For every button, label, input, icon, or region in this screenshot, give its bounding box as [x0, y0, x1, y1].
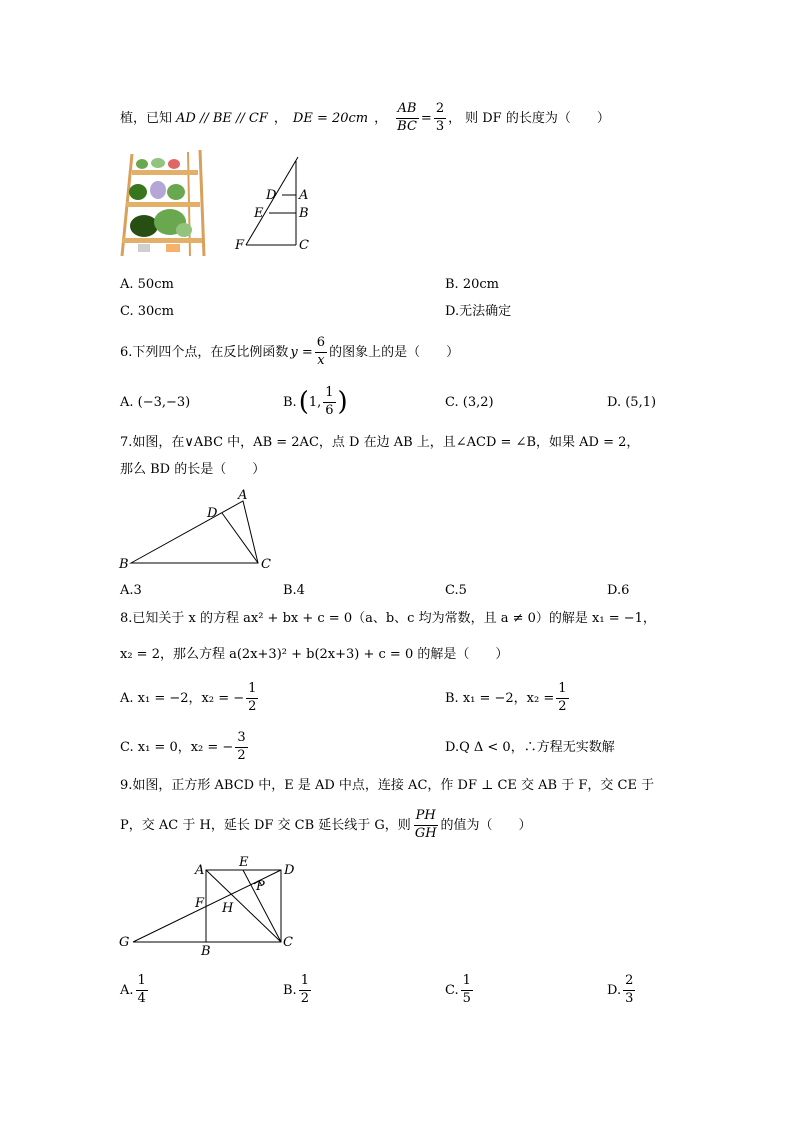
q8-option-a[interactable]: A. x₁ = −2，x₂ = − $\frac{1}{2}$ [120, 681, 257, 714]
q9-label-c: C [283, 935, 293, 950]
q6-stem-post: 的图象上的是（ ） [329, 344, 460, 360]
q5-label-a: A [299, 188, 309, 203]
q9-label-p: P [256, 879, 265, 894]
q9-label-d: D [284, 863, 295, 878]
q5-lead: 植，已知 [120, 110, 173, 126]
q9-stem-line2: P，交 AC 于 H，延长 DF 交 CB 延长线于 G，则 $\frac{PH}{GH}$ 的值为（ ） [120, 808, 532, 841]
q7-stem-line2: 那么 BD 的长是（ ） [120, 462, 266, 477]
q8-option-d[interactable]: D.Q Δ < 0，∴方程无实数解 [445, 740, 615, 755]
q8-option-c[interactable]: C. x₁ = 0，x₂ = − $\frac{3}{2}$ [120, 730, 246, 763]
q7-option-d[interactable]: D.6 [607, 583, 630, 598]
q7-label-b: B [119, 557, 129, 572]
q9-option-a[interactable]: A. $\frac{1}{4}$ [120, 973, 146, 1006]
q9-segment-ac [206, 870, 281, 942]
q6-func-frac: $\frac{6}{x}$ [316, 335, 326, 368]
q7-triangle-figure [115, 486, 285, 576]
q7-option-a[interactable]: A.3 [120, 583, 142, 598]
plant-stand-photo [118, 148, 208, 264]
q8-stem-line1: 8.已知关于 x 的方程 ax² + bx + c = 0（a、b、c 均为常数，且 a ≠ 0）的解是 x₁ = −1， [120, 611, 656, 626]
q6-option-d[interactable]: D. (5,1) [607, 395, 657, 410]
q5-label-f: F [235, 238, 245, 253]
q9-label-e: E [239, 855, 249, 870]
q7-triangle-abc [131, 501, 258, 563]
q9-option-d[interactable]: D. $\frac{2}{3}$ [607, 973, 634, 1006]
q9-option-c[interactable]: C. $\frac{1}{5}$ [445, 973, 471, 1006]
q9-label-h: H [222, 901, 234, 916]
q6-option-c[interactable]: C. (3,2) [445, 395, 494, 410]
q5-cond-parallel: AD // BE // CF [176, 110, 268, 126]
q9-square-figure [115, 852, 315, 957]
q5-ratio: $\frac{AB}{BC}$ [397, 101, 417, 134]
q8-stem-line2: x₂ = 2，那么方程 a(2x+3)² + b(2x+3) + c = 0 的解是（ ） [120, 647, 509, 662]
q7-label-c: C [261, 557, 271, 572]
q6-option-a[interactable]: A. (−3,−3) [120, 395, 191, 410]
q5-ratio-value: $\frac{2}{3}$ [435, 101, 445, 134]
q5-label-c: C [299, 238, 309, 253]
q9-label-f: F [195, 896, 205, 911]
q5-parallel-lines-figure [232, 155, 322, 260]
q7-option-c[interactable]: C.5 [445, 583, 467, 598]
q7-segment-cd [222, 513, 258, 563]
q6-func-lhs: y = [290, 344, 313, 360]
q9-label-a: A [195, 863, 205, 878]
q5-option-b[interactable]: B. 20cm [445, 277, 499, 292]
q5-label-d: D [266, 188, 277, 203]
q5-label-b: B [299, 206, 309, 221]
q5-stem: 植，已知 AD // BE // CF ， DE = 20cm ， $\frac{AB}{BC}$ = $\frac{2}{3}$ ， 则 DF 的长度为（ ） [120, 101, 610, 134]
q8-option-b[interactable]: B. x₁ = −2，x₂ = $\frac{1}{2}$ [445, 681, 567, 714]
q9-ratio: $\frac{PH}{GH}$ [414, 808, 437, 841]
q6-stem-pre: 6.下列四个点，在反比例函数 [120, 344, 289, 360]
q5-option-a[interactable]: A. 50cm [120, 277, 174, 292]
q5-label-e: E [254, 206, 264, 221]
q9-label-b: B [201, 944, 211, 957]
q7-stem-line1: 7.如图，在∨ABC 中，AB = 2AC，点 D 在边 AB 上，且∠ACD = ∠B，如果 AD = 2， [120, 435, 640, 450]
q7-label-a: A [238, 488, 248, 503]
q7-label-d: D [207, 506, 218, 521]
q9-label-g: G [119, 935, 130, 950]
q9-option-b[interactable]: B. $\frac{1}{2}$ [283, 973, 309, 1006]
q6-option-b[interactable]: B. ( 1, $\frac{1}{6}$ ) [283, 385, 348, 418]
q7-option-b[interactable]: B.4 [283, 583, 305, 598]
q5-cond-de: DE = 20cm [292, 110, 369, 126]
q5-option-d[interactable]: D.无法确定 [445, 304, 512, 319]
q6-stem [120, 336, 459, 368]
q5-option-c[interactable]: C. 30cm [120, 304, 174, 319]
q9-stem-line1: 9.如图，正方形 ABCD 中，E 是 AD 中点，连接 AC，作 DF ⊥ CE 交 AB 于 F，交 CE 于 [120, 778, 655, 793]
q5-ask: 则 DF 的长度为（ ） [465, 110, 610, 126]
